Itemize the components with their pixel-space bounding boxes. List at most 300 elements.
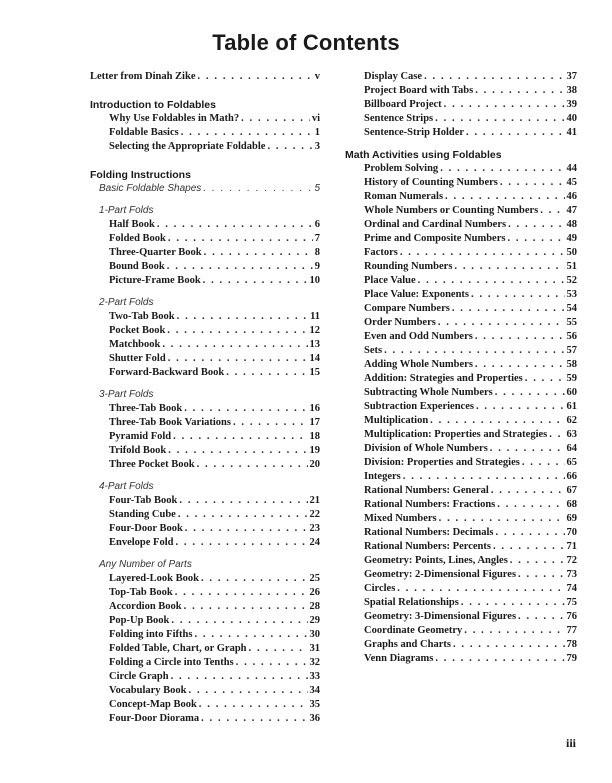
toc-entry[interactable] xyxy=(90,522,320,536)
section-heading: Folding Instructions xyxy=(90,169,191,181)
toc-entry-page: 68 xyxy=(566,499,577,510)
toc-entry-page: 76 xyxy=(566,611,577,622)
toc-entry-page: 22 xyxy=(309,509,320,520)
dot-leader xyxy=(197,458,308,472)
toc-entry-label: Four-Door Diorama xyxy=(109,713,200,724)
toc-entry[interactable] xyxy=(345,400,577,414)
toc-entry-label: Letter from Dinah Zike xyxy=(90,71,196,82)
toc-entry-page: 26 xyxy=(309,587,320,598)
toc-entry[interactable] xyxy=(90,600,320,614)
subsection-heading: 1-Part Folds xyxy=(99,205,154,216)
toc-entry[interactable] xyxy=(345,176,577,190)
toc-entry[interactable] xyxy=(345,652,577,666)
toc-entry[interactable] xyxy=(345,232,577,246)
dot-leader xyxy=(466,126,564,140)
toc-entry[interactable] xyxy=(345,582,577,596)
toc-entry-page: 37 xyxy=(566,71,577,82)
page-number: iii xyxy=(565,736,576,750)
toc-entry-label: Foldable Basics xyxy=(109,127,179,138)
dot-leader xyxy=(194,628,307,642)
toc-entry-page: 59 xyxy=(566,373,577,384)
toc-entry[interactable] xyxy=(345,414,577,428)
dot-leader xyxy=(454,260,564,274)
toc-entry-label: Three-Tab Book Variations xyxy=(109,417,231,428)
toc-entry[interactable] xyxy=(90,274,320,288)
page-title: Table of Contents xyxy=(212,30,400,55)
toc-entry-label: History of Counting Numbers xyxy=(364,177,498,188)
dot-leader xyxy=(201,572,308,586)
toc-entry-page: 32 xyxy=(309,657,320,668)
toc-entry-label: Division of Whole Numbers xyxy=(364,443,488,454)
toc-entry-label: Place Value xyxy=(364,275,416,286)
dot-leader xyxy=(518,610,564,624)
toc-entry[interactable] xyxy=(90,628,320,642)
dot-leader xyxy=(162,338,307,352)
dot-leader xyxy=(185,522,308,536)
toc-entry-label: Three-Tab Book xyxy=(109,403,183,414)
toc-entry[interactable] xyxy=(345,554,577,568)
toc-entry-label: Circles xyxy=(364,583,396,594)
dot-leader xyxy=(430,414,564,428)
toc-entry[interactable] xyxy=(90,352,320,366)
toc-entry-label: Division: Properties and Strategies xyxy=(364,457,520,468)
toc-entry-page: 34 xyxy=(309,685,320,696)
toc-entry-label: Project Board with Tabs xyxy=(364,85,474,96)
toc-entry-page: 79 xyxy=(566,653,577,664)
toc-entry-label: Geometry: 2-Dimensional Figures xyxy=(364,569,517,580)
toc-left-column xyxy=(90,70,320,726)
dot-leader xyxy=(495,386,565,400)
toc-entry-label: Even and Odd Numbers xyxy=(364,331,473,342)
toc-entry-page: 51 xyxy=(566,261,577,272)
toc-entry-label: Envelope Fold xyxy=(109,537,174,548)
toc-entry-page: 50 xyxy=(566,247,577,258)
dot-leader xyxy=(177,310,308,324)
toc-entry-label: Prime and Composite Numbers xyxy=(364,233,506,244)
dot-leader xyxy=(452,302,565,316)
toc-entry-label: Subtracting Whole Numbers xyxy=(364,387,493,398)
toc-entry-label: Geometry: Points, Lines, Angles xyxy=(364,555,508,566)
section-heading: Introduction to Foldables xyxy=(90,99,216,111)
toc-entry-page: 5 xyxy=(314,183,320,194)
toc-entry-label: Mixed Numbers xyxy=(364,513,437,524)
toc-entry-page: 78 xyxy=(566,639,577,650)
toc-entry-label: Factors xyxy=(364,247,398,258)
toc-entry-label: Four-Door Book xyxy=(109,523,183,534)
subsection-heading: Any Number of Parts xyxy=(99,559,192,570)
toc-entry-page: 45 xyxy=(566,177,577,188)
toc-entry-label: Circle Graph xyxy=(109,671,169,682)
dot-leader xyxy=(201,712,307,726)
toc-entry-page: 33 xyxy=(309,671,320,682)
dot-leader xyxy=(167,324,307,338)
toc-entry[interactable] xyxy=(90,494,320,508)
toc-entry[interactable] xyxy=(90,430,320,444)
toc-entry-page: 20 xyxy=(309,459,320,470)
toc-entry-label: Sentence Strips xyxy=(364,113,434,124)
toc-entry-label: Pyramid Fold xyxy=(109,431,172,442)
toc-entry[interactable] xyxy=(90,458,320,472)
toc-entry-label: Sentence-Strip Holder xyxy=(364,127,465,138)
dot-leader xyxy=(522,456,565,470)
toc-entry-page: 61 xyxy=(566,401,577,412)
toc-entry-label: Problem Solving xyxy=(364,163,439,174)
toc-entry[interactable] xyxy=(345,596,577,610)
toc-entry-label: Rational Numbers: Percents xyxy=(364,541,491,552)
dot-leader xyxy=(400,246,565,260)
toc-entry-label: Vocabulary Book xyxy=(109,685,187,696)
toc-entry[interactable] xyxy=(345,512,577,526)
dot-leader xyxy=(525,372,565,386)
toc-entry-page: 62 xyxy=(566,415,577,426)
toc-entry-page: 35 xyxy=(309,699,320,710)
toc-entry-label: Shutter Fold xyxy=(109,353,166,364)
dot-leader xyxy=(175,586,308,600)
toc-entry[interactable] xyxy=(90,260,320,274)
toc-entry-label: Standing Cube xyxy=(109,509,176,520)
dot-leader xyxy=(226,366,307,380)
dot-leader xyxy=(496,526,565,540)
toc-entry-page: 57 xyxy=(566,345,577,356)
dot-leader xyxy=(171,614,307,628)
toc-entry[interactable] xyxy=(90,218,320,232)
toc-entry-label: Folded Book xyxy=(109,233,166,244)
toc-entry[interactable] xyxy=(345,610,577,624)
toc-entry-label: Concept-Map Book xyxy=(109,699,197,710)
toc-entry-label: Bound Book xyxy=(109,261,165,272)
dot-leader xyxy=(453,638,565,652)
dot-leader xyxy=(438,316,565,330)
dot-leader xyxy=(491,484,565,498)
dot-leader xyxy=(184,600,308,614)
toc-entry-label: Place Value: Exponents xyxy=(364,289,470,300)
dot-leader xyxy=(445,190,564,204)
toc-entry[interactable] xyxy=(345,98,577,112)
toc-entry[interactable] xyxy=(345,540,577,554)
toc-entry[interactable] xyxy=(90,698,320,712)
dot-leader xyxy=(444,98,565,112)
dot-leader xyxy=(518,568,564,582)
dot-leader xyxy=(203,182,312,196)
toc-entry-page: 3 xyxy=(314,141,320,152)
toc-entry[interactable] xyxy=(90,140,320,154)
toc-entry-label: Accordion Book xyxy=(109,601,182,612)
toc-entry-label: Coordinate Geometry xyxy=(364,625,463,636)
toc-entry-page: 29 xyxy=(309,615,320,626)
toc-entry[interactable] xyxy=(90,684,320,698)
toc-entry[interactable] xyxy=(90,642,320,656)
toc-entry-page: 9 xyxy=(314,261,320,272)
toc-entry-label: Matchbook xyxy=(109,339,161,350)
dot-leader xyxy=(175,536,307,550)
toc-entry[interactable] xyxy=(345,344,577,358)
toc-entry-page: 67 xyxy=(566,485,577,496)
dot-leader xyxy=(168,444,307,458)
toc-entry-label: Rational Numbers: General xyxy=(364,485,489,496)
dot-leader xyxy=(173,430,307,444)
dot-leader xyxy=(510,554,565,568)
toc-entry[interactable] xyxy=(345,442,577,456)
dot-leader xyxy=(397,582,564,596)
toc-entry-label: Trifold Book xyxy=(109,445,167,456)
toc-entry-page: 8 xyxy=(314,247,320,258)
toc-entry-page: 74 xyxy=(566,583,577,594)
toc-entry-page: 77 xyxy=(566,625,577,636)
toc-entry[interactable] xyxy=(345,190,577,204)
dot-leader xyxy=(475,84,564,98)
toc-entry[interactable] xyxy=(345,470,577,484)
dot-leader xyxy=(181,126,313,140)
toc-entry-label: Selecting the Appropriate Foldable xyxy=(109,141,266,152)
toc-entry[interactable] xyxy=(345,126,577,140)
dot-leader xyxy=(493,540,565,554)
toc-entry[interactable] xyxy=(345,316,577,330)
dot-leader xyxy=(168,232,313,246)
toc-entry[interactable] xyxy=(345,246,577,260)
toc-entry-page: 12 xyxy=(309,325,320,336)
toc-entry-page: 15 xyxy=(309,367,320,378)
dot-leader xyxy=(461,596,565,610)
toc-entry-page: 55 xyxy=(566,317,577,328)
toc-entry-label: Four-Tab Book xyxy=(109,495,178,506)
subsection-heading: 2-Part Folds xyxy=(99,297,154,308)
dot-leader xyxy=(157,218,313,232)
toc-entry[interactable] xyxy=(345,260,577,274)
dot-leader xyxy=(233,416,308,430)
toc-entry-page: 56 xyxy=(566,331,577,342)
toc-entry[interactable] xyxy=(90,572,320,586)
toc-entry-page: 18 xyxy=(309,431,320,442)
toc-entry[interactable] xyxy=(90,112,320,126)
toc-entry-label: Roman Numerals xyxy=(364,191,444,202)
toc-entry-label: Geometry: 3-Dimensional Figures xyxy=(364,611,517,622)
toc-entry-page: 75 xyxy=(566,597,577,608)
dot-leader xyxy=(403,470,565,484)
dot-leader xyxy=(171,670,308,684)
toc-entry-label: Sets xyxy=(364,345,383,356)
toc-entry[interactable] xyxy=(345,70,577,84)
toc-entry-page: 19 xyxy=(309,445,320,456)
dot-leader xyxy=(167,260,313,274)
toc-entry[interactable] xyxy=(345,456,577,470)
dot-leader xyxy=(540,204,564,218)
toc-entry-label: Basic Foldable Shapes xyxy=(99,183,202,194)
dot-leader xyxy=(464,624,564,638)
toc-entry[interactable] xyxy=(90,536,320,550)
toc-entry[interactable] xyxy=(345,624,577,638)
toc-entry-page: 38 xyxy=(566,85,577,96)
toc-entry[interactable] xyxy=(90,232,320,246)
toc-entry-page: 70 xyxy=(566,527,577,538)
toc-entry-label: Spatial Relationships xyxy=(364,597,459,608)
toc-entry[interactable] xyxy=(345,302,577,316)
subsection-heading: 3-Part Folds xyxy=(99,389,154,400)
toc-entry-page: 60 xyxy=(566,387,577,398)
toc-entry-page: 49 xyxy=(566,233,577,244)
toc-entry-page: 47 xyxy=(566,205,577,216)
toc-right-column xyxy=(345,70,577,666)
toc-entry-page: 53 xyxy=(566,289,577,300)
toc-entry[interactable] xyxy=(345,372,577,386)
toc-entry-page: 13 xyxy=(309,339,320,350)
section-heading: Math Activities using Foldables xyxy=(345,149,502,161)
toc-entry-label: Billboard Project xyxy=(364,99,442,110)
toc-entry-label: Subtraction Experiences xyxy=(364,401,474,412)
toc-entry-page: 48 xyxy=(566,219,577,230)
toc-entry-label: Three-Quarter Book xyxy=(109,247,202,258)
toc-entry[interactable] xyxy=(90,508,320,522)
toc-entry[interactable] xyxy=(345,568,577,582)
toc-entry-label: Half Book xyxy=(109,219,155,230)
toc-entry-label: Rational Numbers: Fractions xyxy=(364,499,496,510)
toc-entry[interactable] xyxy=(90,246,320,260)
dot-leader xyxy=(241,112,310,126)
toc-entry[interactable] xyxy=(90,416,320,430)
toc-entry-page: 46 xyxy=(566,191,577,202)
toc-entry[interactable] xyxy=(90,656,320,670)
toc-entry-label: Adding Whole Numbers xyxy=(364,359,473,370)
toc-entry[interactable] xyxy=(345,330,577,344)
toc-entry[interactable] xyxy=(90,70,320,84)
subsection-heading: 4-Part Folds xyxy=(99,481,154,492)
dot-leader xyxy=(476,400,565,414)
toc-entry-label: Multiplication xyxy=(364,415,429,426)
toc-entry-page: 23 xyxy=(309,523,320,534)
toc-entry-label: Picture-Frame Book xyxy=(109,275,201,286)
dot-leader xyxy=(439,512,565,526)
toc-entry[interactable] xyxy=(90,586,320,600)
toc-entry-label: Ordinal and Cardinal Numbers xyxy=(364,219,507,230)
toc-entry-label: Multiplication: Properties and Strategies xyxy=(364,429,548,440)
toc-entry[interactable] xyxy=(345,112,577,126)
toc-entry[interactable] xyxy=(345,84,577,98)
dot-leader xyxy=(189,684,308,698)
toc-entry-page: 1 xyxy=(314,127,320,138)
toc-entry[interactable] xyxy=(345,288,577,302)
toc-entry-label: Folded Table, Chart, or Graph xyxy=(109,643,247,654)
toc-entry[interactable] xyxy=(90,310,320,324)
toc-entry-label: Rounding Numbers xyxy=(364,261,453,272)
toc-entry-label: Whole Numbers or Counting Numbers xyxy=(364,205,539,216)
toc-entry[interactable] xyxy=(90,366,320,380)
toc-entry-page: 69 xyxy=(566,513,577,524)
dot-leader xyxy=(440,162,564,176)
toc-entry-page: vi xyxy=(311,113,320,124)
toc-entry[interactable] xyxy=(345,218,577,232)
dot-leader xyxy=(184,402,307,416)
toc-entry-page: 40 xyxy=(566,113,577,124)
toc-entry-page: 72 xyxy=(566,555,577,566)
dot-leader xyxy=(490,442,565,456)
dot-leader xyxy=(197,70,312,84)
dot-leader xyxy=(267,140,312,154)
toc-entry-page: 24 xyxy=(309,537,320,548)
dot-leader xyxy=(204,246,313,260)
dot-leader xyxy=(475,358,565,372)
toc-entry-page: 14 xyxy=(309,353,320,364)
dot-leader xyxy=(178,508,308,522)
dot-leader xyxy=(435,652,564,666)
toc-entry-label: Addition: Strategies and Properties xyxy=(364,373,523,384)
dot-leader xyxy=(507,232,564,246)
dot-leader xyxy=(418,274,565,288)
dot-leader xyxy=(199,698,308,712)
toc-entry[interactable] xyxy=(90,670,320,684)
toc-entry-page: 58 xyxy=(566,359,577,370)
toc-entry[interactable] xyxy=(345,274,577,288)
toc-entry-label: Three Pocket Book xyxy=(109,459,195,470)
toc-entry-page: 66 xyxy=(566,471,577,482)
toc-entry[interactable] xyxy=(90,182,320,196)
toc-entry-page: 64 xyxy=(566,443,577,454)
toc-entry-label: Graphs and Charts xyxy=(364,639,451,650)
toc-entry-label: Top-Tab Book xyxy=(109,587,173,598)
toc-entry-page: 10 xyxy=(309,275,320,286)
toc-entry-page: 7 xyxy=(314,233,320,244)
toc-entry[interactable] xyxy=(345,386,577,400)
dot-leader xyxy=(203,274,308,288)
toc-entry-page: 65 xyxy=(566,457,577,468)
dot-leader xyxy=(168,352,308,366)
toc-entry-label: Forward-Backward Book xyxy=(109,367,225,378)
toc-entry-page: 6 xyxy=(314,219,320,230)
toc-entry-page: 54 xyxy=(566,303,577,314)
toc-entry[interactable] xyxy=(90,402,320,416)
toc-entry[interactable] xyxy=(90,324,320,338)
toc-entry[interactable] xyxy=(90,444,320,458)
dot-leader xyxy=(500,176,565,190)
toc-entry[interactable] xyxy=(90,712,320,726)
toc-entry[interactable] xyxy=(345,162,577,176)
toc-entry[interactable] xyxy=(90,614,320,628)
toc-entry-page: v xyxy=(314,71,320,82)
toc-entry-label: Display Case xyxy=(364,71,423,82)
toc-entry[interactable] xyxy=(90,126,320,140)
toc-entry-page: 16 xyxy=(309,403,320,414)
toc-entry-page: 28 xyxy=(309,601,320,612)
dot-leader xyxy=(471,288,564,302)
toc-entry-page: 25 xyxy=(309,573,320,584)
toc-entry[interactable] xyxy=(345,428,577,442)
toc-entry[interactable] xyxy=(345,498,577,512)
toc-entry[interactable] xyxy=(345,358,577,372)
dot-leader xyxy=(475,330,565,344)
toc-entry-page: 71 xyxy=(566,541,577,552)
toc-entry[interactable] xyxy=(345,638,577,652)
toc-entry-page: 63 xyxy=(566,429,577,440)
toc-entry-page: 41 xyxy=(566,127,577,138)
dot-leader xyxy=(236,656,308,670)
toc-entry[interactable] xyxy=(345,484,577,498)
toc-entry-label: Rational Numbers: Decimals xyxy=(364,527,494,538)
dot-leader xyxy=(435,112,564,126)
toc-entry[interactable] xyxy=(90,338,320,352)
toc-entry-page: 52 xyxy=(566,275,577,286)
toc-entry-page: 17 xyxy=(309,417,320,428)
toc-entry-label: Folding into Fifths xyxy=(109,629,193,640)
toc-entry[interactable] xyxy=(345,204,577,218)
dot-leader xyxy=(549,428,564,442)
toc-entry-page: 39 xyxy=(566,99,577,110)
toc-entry-page: 21 xyxy=(309,495,320,506)
toc-entry[interactable] xyxy=(345,526,577,540)
toc-entry-label: Order Numbers xyxy=(364,317,436,328)
toc-entry-label: Layered-Look Book xyxy=(109,573,199,584)
dot-leader xyxy=(508,218,564,232)
dot-leader xyxy=(179,494,307,508)
toc-entry-label: Two-Tab Book xyxy=(109,311,175,322)
toc-entry-page: 73 xyxy=(566,569,577,580)
